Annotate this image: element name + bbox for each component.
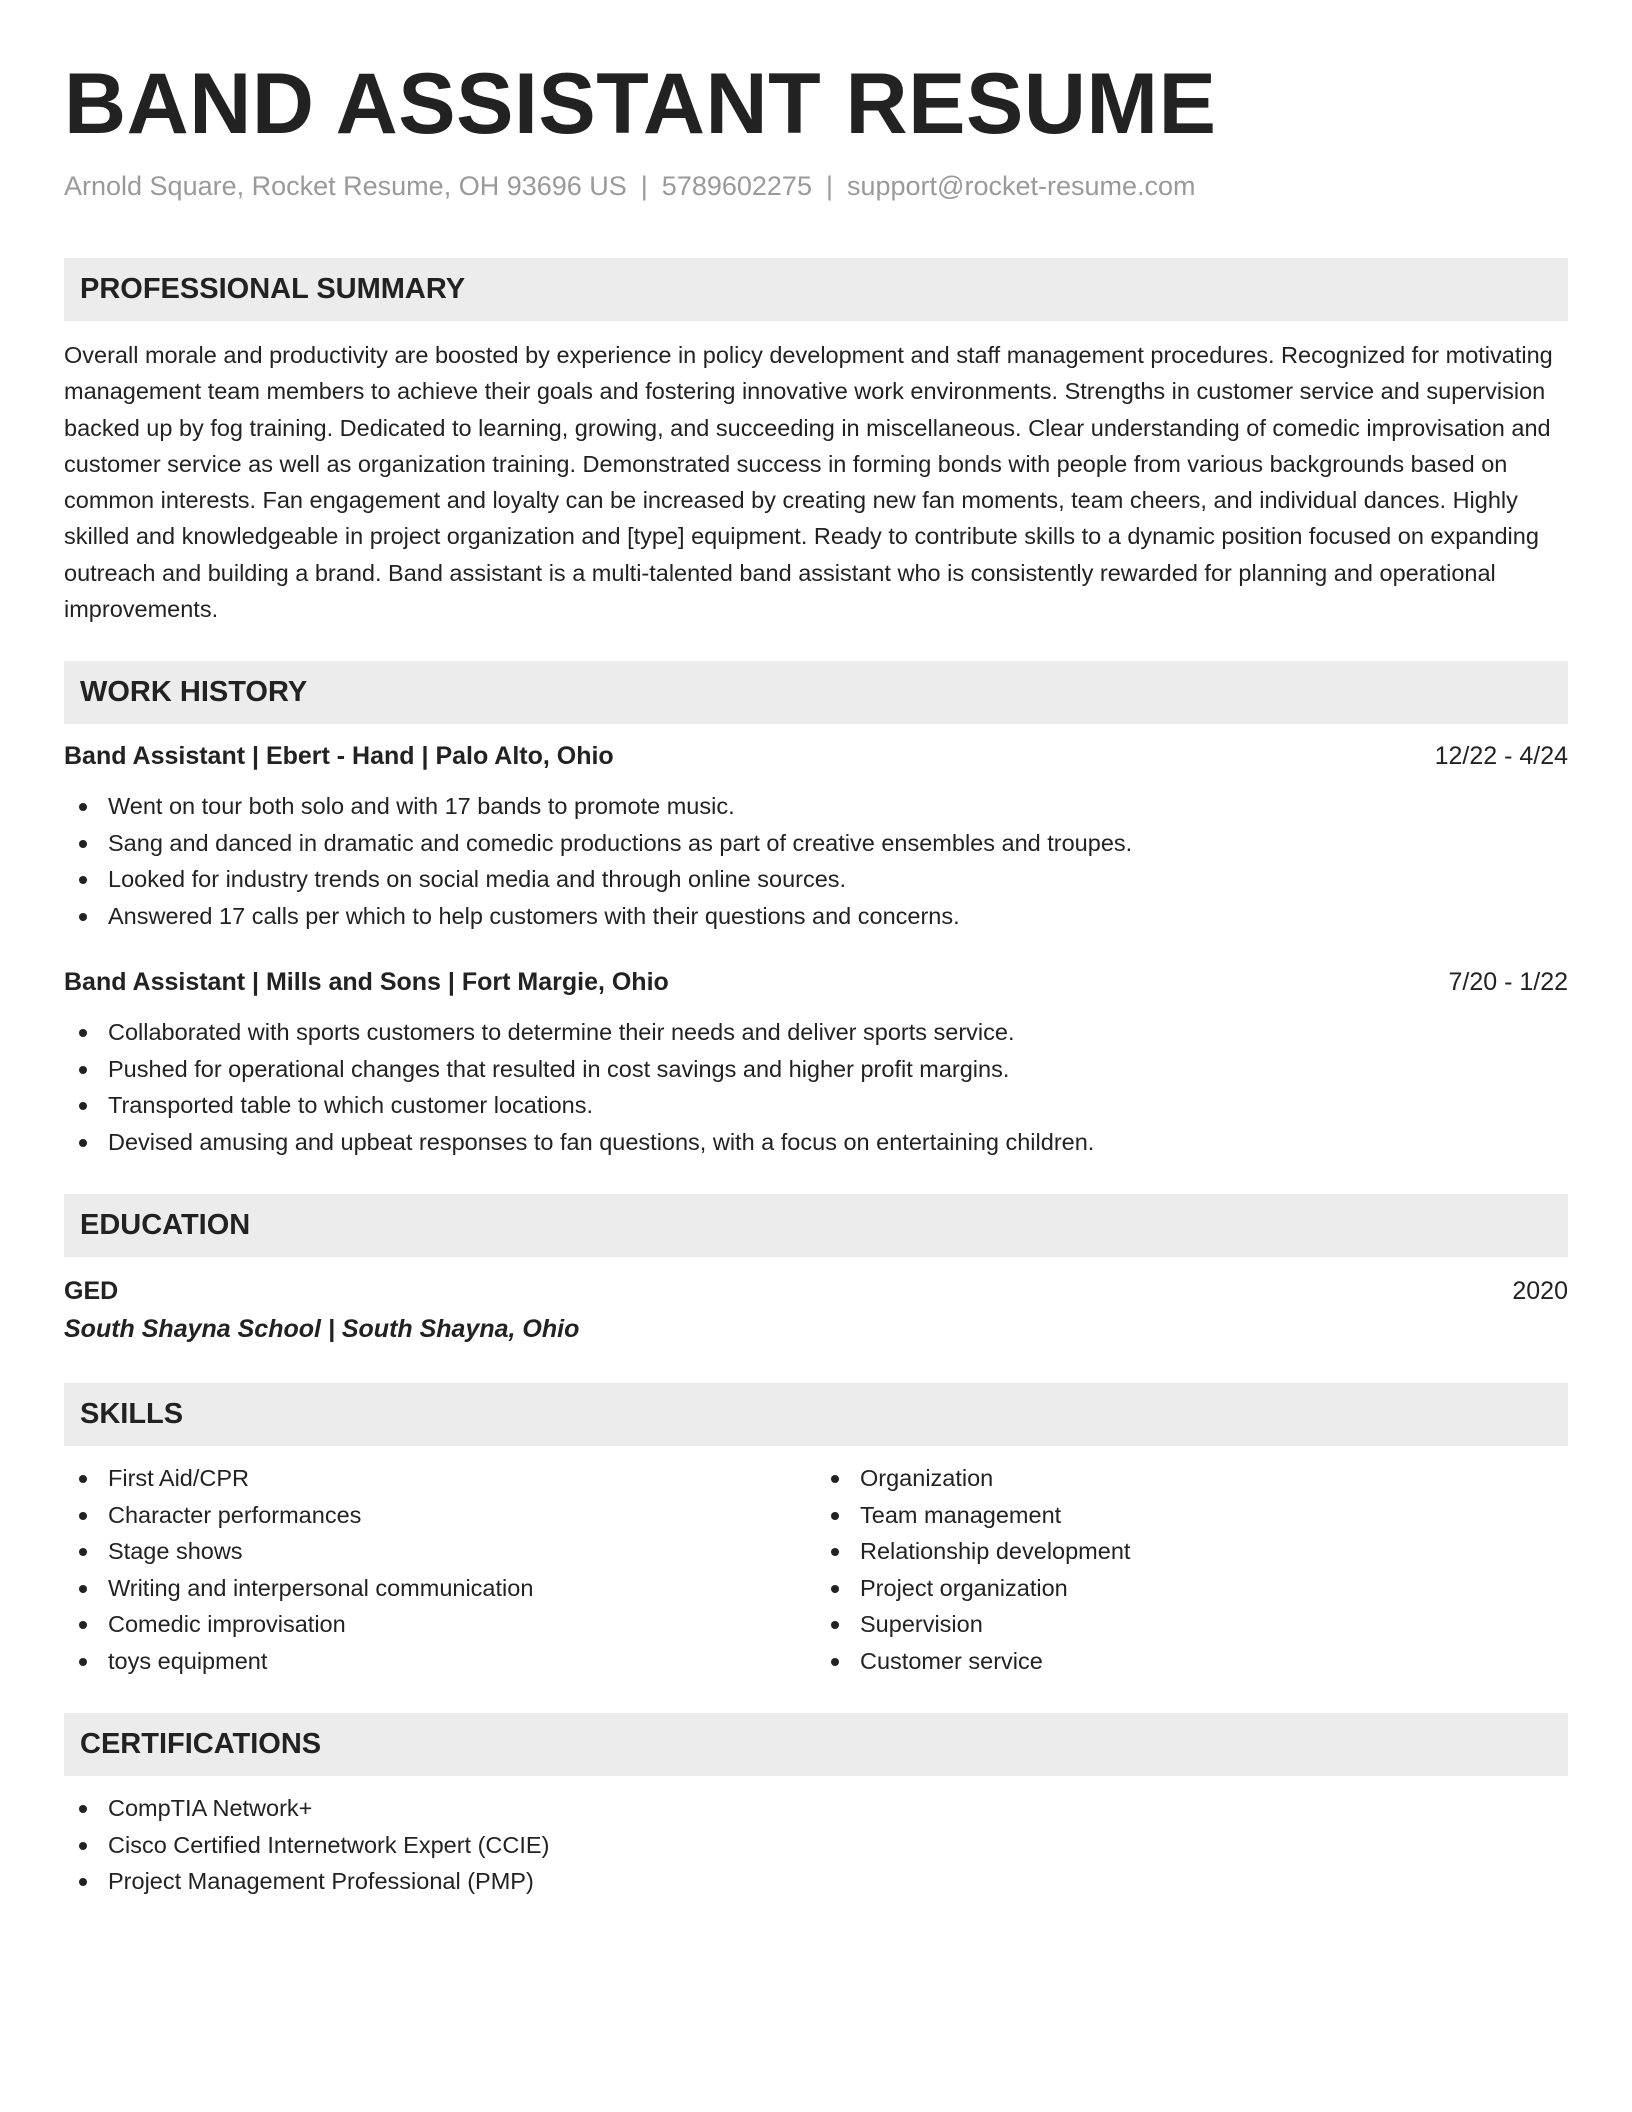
skill-item: Comedic improvisation <box>64 1606 816 1643</box>
section-heading-summary: PROFESSIONAL SUMMARY <box>64 258 1568 321</box>
education-degree: GED <box>64 1277 119 1306</box>
job-title: Band Assistant | Mills and Sons | Fort Margie, Ohio <box>64 968 669 997</box>
education-year: 2020 <box>1512 1277 1568 1306</box>
skill-item: Writing and interpersonal communication <box>64 1570 816 1607</box>
job-bullet: Answered 17 calls per which to help customers with their questions and concerns. <box>64 898 1568 935</box>
skills-list <box>816 1460 1568 1679</box>
skill-item: Team management <box>816 1497 1568 1534</box>
section-heading-skills: SKILLS <box>64 1383 1568 1446</box>
summary-text: Overall morale and productivity are boosted by experience in policy development and staff management procedures. Recognized for motivating management team members to achieve their goals and fostering innovative work environments. Strengths in customer service and supervision backed up by fog training. Dedicated to learning, growing, and succeeding in miscellaneous. Clear understanding of comedic improvisation and customer service as well as organization training. Demonstrated success in forming bonds with people from various backgrounds based on common interests. Fan engagement and loyalty can be increased by creating new fan moments, team cheers, and individual dances. Highly skilled and knowledgeable in project organization and [type] equipment. Ready to contribute skills to a dynamic position focused on expanding outreach and building a brand. Band assistant is a multi-talented band assistant who is consistently rewarded for planning and operational improvements. <box>64 342 1553 623</box>
job-dates: 12/22 - 4/24 <box>1434 742 1568 771</box>
skills-grid <box>64 1460 1568 1679</box>
job-bullet: Pushed for operational changes that resulted in cost savings and higher profit margins. <box>64 1051 1568 1088</box>
job-bullet: Devised amusing and upbeat responses to fan questions, with a focus on entertaining children. <box>64 1124 1568 1161</box>
job-header <box>64 738 1568 774</box>
job-bullet-list <box>64 788 1568 934</box>
skill-item: Project organization <box>816 1570 1568 1607</box>
job-title: Band Assistant | Ebert - Hand | Palo Alto, Ohio <box>64 742 614 771</box>
contact-separator: | <box>640 171 648 201</box>
contact-address: Arnold Square, Rocket Resume, OH 93696 US <box>64 171 627 201</box>
page-title: BAND ASSISTANT RESUME <box>64 56 1217 152</box>
job-bullet-list <box>64 1014 1568 1160</box>
skill-item: Relationship development <box>816 1533 1568 1570</box>
contact-email: support@rocket-resume.com <box>846 171 1196 201</box>
skills-column-right <box>816 1460 1568 1679</box>
job-entry <box>64 738 1568 934</box>
certifications-list <box>64 1790 1568 1900</box>
job-dates: 7/20 - 1/22 <box>1448 968 1568 997</box>
job-bullet: Looked for industry trends on social media and through online sources. <box>64 861 1568 898</box>
job-bullet: Transported table to which customer locations. <box>64 1087 1568 1124</box>
education-header <box>64 1273 1568 1309</box>
contact-phone: 5789602275 <box>661 171 812 201</box>
section-heading-education: EDUCATION <box>64 1194 1568 1257</box>
skill-item: toys equipment <box>64 1643 816 1680</box>
contact-line <box>64 168 1568 204</box>
education-school: South Shayna School | South Shayna, Ohio <box>64 1315 580 1344</box>
job-bullet: Sang and danced in dramatic and comedic productions as part of creative ensembles and troupes. <box>64 825 1568 862</box>
job-entry <box>64 964 1568 1160</box>
skill-item: Supervision <box>816 1606 1568 1643</box>
skill-item: Organization <box>816 1460 1568 1497</box>
skill-item: Character performances <box>64 1497 816 1534</box>
certification-item: Project Management Professional (PMP) <box>64 1863 1568 1900</box>
job-header <box>64 964 1568 1000</box>
contact-separator: | <box>825 171 833 201</box>
skill-item: Stage shows <box>64 1533 816 1570</box>
job-bullet: Collaborated with sports customers to determine their needs and deliver sports service. <box>64 1014 1568 1051</box>
section-heading-certifications: CERTIFICATIONS <box>64 1713 1568 1776</box>
certification-item: Cisco Certified Internetwork Expert (CCIE) <box>64 1827 1568 1864</box>
job-bullet: Went on tour both solo and with 17 bands to promote music. <box>64 788 1568 825</box>
skills-list <box>64 1460 816 1679</box>
certification-item: CompTIA Network+ <box>64 1790 1568 1827</box>
skills-column-left <box>64 1460 816 1679</box>
skill-item: Customer service <box>816 1643 1568 1680</box>
section-heading-work-history: WORK HISTORY <box>64 661 1568 724</box>
skill-item: First Aid/CPR <box>64 1460 816 1497</box>
